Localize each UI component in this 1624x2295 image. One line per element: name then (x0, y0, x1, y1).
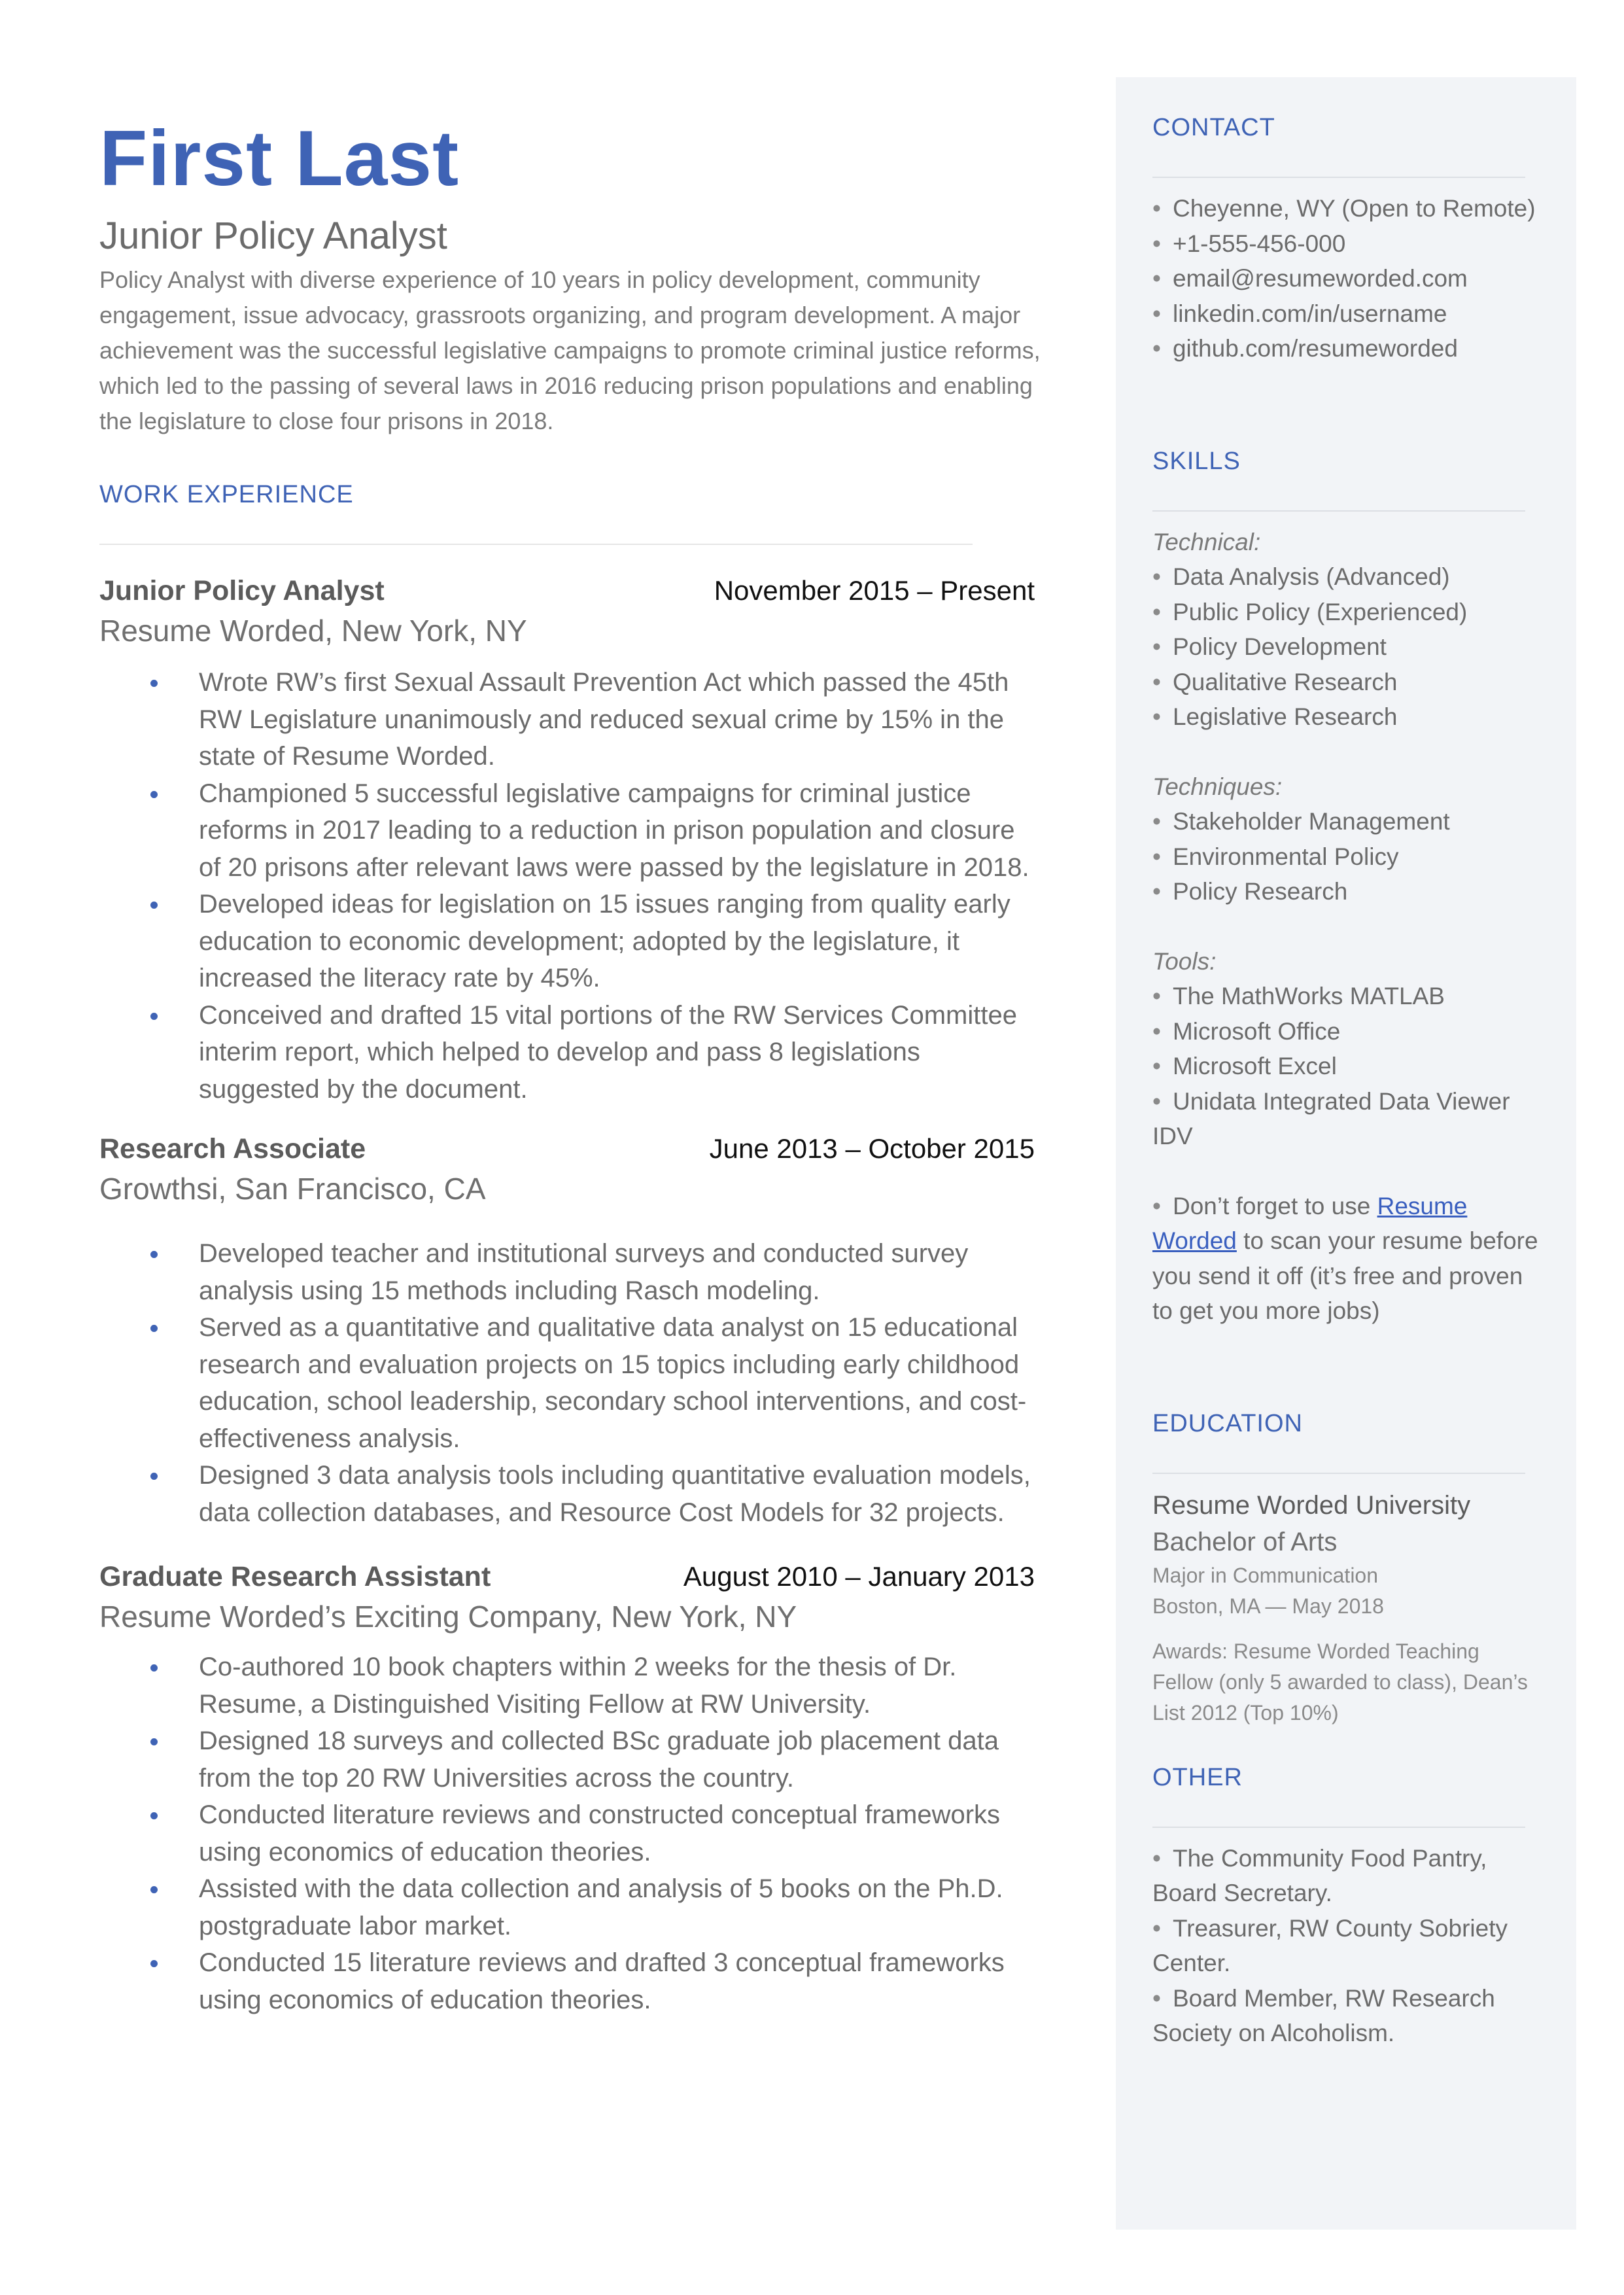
list-item: • Public Policy (Experienced) (1152, 598, 1468, 625)
list-item: • The MathWorks MATLAB (1152, 983, 1445, 1009)
candidate-name: First Last (99, 114, 460, 202)
list-item: • Microsoft Office (1152, 1017, 1341, 1045)
bullet-icon: • (1152, 843, 1161, 870)
contact-phone: • +1-555-456-000 (1152, 230, 1346, 257)
job-dates: November 2015 – Present (714, 575, 1035, 606)
bullet-dot-icon (150, 680, 158, 687)
list-item: Conceived and drafted 15 vital portions of the RW Services Committee interim report, which helped to develop and pass 8 legislations suggested by the document. (99, 997, 1035, 1108)
job-title: Research Associate (99, 1133, 366, 1165)
list-item: • The Community Food Pantry, Board Secretary. (1152, 1844, 1487, 1906)
education-school: Resume Worded University (1152, 1490, 1471, 1520)
list-item: • Unidata Integrated Data Viewer IDV (1152, 1087, 1510, 1149)
bullet-icon: • (1152, 668, 1161, 695)
bullet-dot-icon (150, 1664, 158, 1672)
bullet-dot-icon (150, 1812, 158, 1819)
bullet-icon: • (1152, 563, 1161, 590)
list-item: Championed 5 successful legislative campaigns for criminal justice reforms in 2017 leading to a reduction in prison population and closure of 20 prisons after relevant laws were passed by the legislature in 2018. (99, 775, 1035, 886)
list-item: Assisted with the data collection and analysis of 5 books on the Ph.D. postgraduate labor market. (99, 1870, 1035, 1944)
bullet-icon: • (1152, 878, 1161, 905)
resume-worded-link[interactable]: Resume Worded (1152, 1192, 1468, 1254)
bullet-dot-icon (150, 1251, 158, 1258)
job-entry (99, 1557, 1035, 2018)
list-item: Designed 3 data analysis tools including quantitative evaluation models, data collection databases, and Resource Cost Models for 32 projects. (99, 1457, 1035, 1531)
list-item: • Legislative Research (1152, 703, 1398, 730)
list-item: • Microsoft Excel (1152, 1053, 1337, 1079)
job-bullets (99, 664, 1035, 1108)
list-item: • Data Analysis (Advanced) (1152, 563, 1450, 590)
education-heading: EDUCATION (1152, 1409, 1303, 1437)
bullet-icon: • (1152, 1914, 1161, 1942)
other-heading: OTHER (1152, 1763, 1243, 1791)
list-item: • Environmental Policy (1152, 843, 1399, 870)
bullet-icon: • (1152, 1017, 1161, 1045)
list-item: Co-authored 10 book chapters within 2 weeks for the thesis of Dr. Resume, a Distinguished Visiting Fellow at RW University. (99, 1649, 1035, 1723)
contact-list (1152, 191, 1545, 366)
main-column (99, 111, 1041, 2018)
bullet-icon: • (1152, 703, 1161, 730)
list-item: • Treasurer, RW County Sobriety Center. (1152, 1914, 1508, 1976)
bullet-dot-icon (150, 1325, 158, 1332)
contact-location: • Cheyenne, WY (Open to Remote) (1152, 195, 1536, 222)
bullet-icon: • (1152, 335, 1161, 362)
job-bullets (99, 1235, 1035, 1531)
list-item: • Board Member, RW Research Society on Alcoholism. (1152, 1984, 1495, 2046)
skills-technical-label: Technical: (1152, 528, 1261, 555)
bullet-dot-icon (150, 791, 158, 798)
bullet-dot-icon (150, 1473, 158, 1480)
education-location-date: Boston, MA — May 2018 (1152, 1594, 1384, 1618)
work-experience-heading: WORK EXPERIENCE (99, 481, 354, 508)
skills-techniques-list (1152, 804, 1545, 909)
list-item: Served as a quantitative and qualitative data analyst on 15 educational research and evaluation projects on 15 topics including early childhood education, school leadership, secondary school interventions, and cost-effectiveness analysis. (99, 1309, 1035, 1457)
bullet-icon: • (1152, 300, 1161, 327)
bullet-icon: • (1152, 1053, 1161, 1079)
other-list (1152, 1841, 1545, 2051)
list-item: Developed ideas for legislation on 15 issues ranging from quality early education to economic development; adopted by the legislature, it increased the literacy rate by 45%. (99, 886, 1035, 997)
bullet-icon: • (1152, 1844, 1161, 1872)
education-major: Major in Communication (1152, 1563, 1379, 1587)
list-item: • Stakeholder Management (1152, 808, 1450, 835)
contact-email[interactable]: • email@resumeworded.com (1152, 265, 1468, 292)
job-company: Resume Worded’s Exciting Company, New York, NY (99, 1600, 797, 1634)
divider (99, 544, 973, 545)
summary: Policy Analyst with diverse experience of 10 years in policy development, community engagement, issue advocacy, grassroots organizing, and program development. A major achievement was the successful legislative campaigns to promote criminal justice reforms, which led to the passing of several laws in 2016 reducing prison populations and enabling the legislature to close four prisons in 2018. (99, 266, 1041, 434)
bullet-icon: • (1152, 983, 1161, 1009)
list-item: Wrote RW’s first Sexual Assault Prevention Act which passed the 45th RW Legislature unanimously and reduced sexual crime by 15% in the state of Resume Worded. (99, 664, 1035, 775)
skills-heading: SKILLS (1152, 447, 1241, 475)
divider (1152, 510, 1525, 512)
skills-tools-list (1152, 979, 1545, 1154)
bullet-dot-icon (150, 902, 158, 909)
bullet-icon: • (1152, 598, 1161, 625)
job-dates: June 2013 – October 2015 (709, 1133, 1035, 1164)
resume-worded-note: • Don’t forget to use Resume Worded to scan your resume before you send it off (it’s free and proven to get you more jobs) (1152, 1192, 1538, 1324)
bullet-icon: • (1152, 265, 1161, 292)
job-entry (99, 571, 1035, 1108)
bullet-icon: • (1152, 1087, 1161, 1115)
bullet-dot-icon (150, 1013, 158, 1020)
bullet-dot-icon (150, 1960, 158, 1967)
candidate-title: Junior Policy Analyst (99, 215, 447, 257)
bullet-dot-icon (150, 1886, 158, 1893)
job-title: Graduate Research Assistant (99, 1561, 491, 1592)
divider (1152, 177, 1525, 178)
list-item: • Qualitative Research (1152, 668, 1398, 695)
education-awards: Awards: Resume Worded Teaching Fellow (only 5 awarded to class), Dean’s List 2012 (Top 10%) (1152, 1639, 1528, 1725)
job-company: Growthsi, San Francisco, CA (99, 1172, 486, 1206)
job-dates: August 2010 – January 2013 (683, 1561, 1035, 1592)
job-title: Junior Policy Analyst (99, 575, 385, 606)
bullet-icon: • (1152, 808, 1161, 835)
job-bullets (99, 1649, 1035, 2018)
bullet-icon: • (1152, 195, 1161, 222)
contact-heading: CONTACT (1152, 114, 1275, 141)
skills-techniques-label: Techniques: (1152, 773, 1283, 800)
list-item: Conducted literature reviews and constructed conceptual frameworks using economics of education theories. (99, 1796, 1035, 1870)
education-degree: Bachelor of Arts (1152, 1527, 1338, 1556)
bullet-icon: • (1152, 1192, 1161, 1219)
contact-linkedin[interactable]: • linkedin.com/in/username (1152, 300, 1447, 327)
bullet-icon: • (1152, 1984, 1161, 2012)
skills-technical-list (1152, 559, 1545, 735)
sidebar (1152, 111, 1545, 2051)
list-item: • Policy Development (1152, 633, 1387, 660)
list-item: Conducted 15 literature reviews and drafted 3 conceptual frameworks using economics of education theories. (99, 1944, 1035, 2018)
bullet-dot-icon (150, 1738, 158, 1745)
bullet-icon: • (1152, 633, 1161, 660)
list-item: • Policy Research (1152, 878, 1348, 905)
list-item: Designed 18 surveys and collected BSc graduate job placement data from the top 20 RW Universities across the country. (99, 1723, 1035, 1796)
list-item: Developed teacher and institutional surveys and conducted survey analysis using 15 methods including Rasch modeling. (99, 1235, 1035, 1309)
job-company: Resume Worded, New York, NY (99, 614, 527, 648)
divider (1152, 1827, 1525, 1828)
divider (1152, 1473, 1525, 1474)
skills-tools-label: Tools: (1152, 947, 1217, 975)
bullet-icon: • (1152, 230, 1161, 257)
job-entry (99, 1129, 1035, 1531)
contact-github[interactable]: • github.com/resumeworded (1152, 335, 1458, 362)
